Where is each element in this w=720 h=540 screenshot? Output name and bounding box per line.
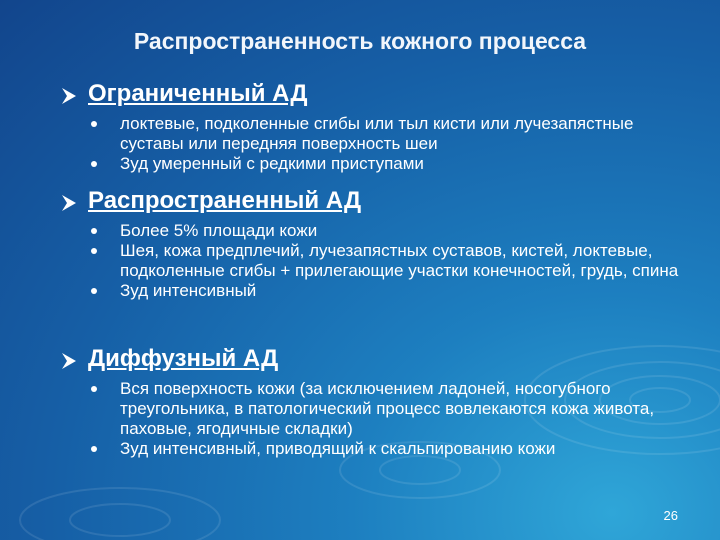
list-item-text: локтевые, подколенные сгибы или тыл кисти или лучезапястные суставы или передняя поверхность шеи <box>120 114 634 153</box>
section-heading: Ограниченный АД <box>88 80 308 107</box>
list-item <box>60 154 680 174</box>
bullet-dot-icon <box>91 446 97 452</box>
list-item <box>60 379 680 439</box>
section-limited <box>60 80 680 174</box>
section-heading: Диффузный АД <box>88 345 279 372</box>
bullet-dot-icon <box>91 386 97 392</box>
list-item <box>60 241 680 281</box>
slide-title: Распространенность кожного процесса <box>133 28 587 54</box>
list-item-text: Зуд интенсивный, приводящий к скальпированию кожи <box>120 439 556 458</box>
list-item-text: Зуд умеренный с редкими приступами <box>120 154 424 173</box>
arrowhead-icon <box>60 193 78 213</box>
bullet-dot-icon <box>91 248 97 254</box>
list-item-text: Шея, кожа предплечий, лучезапястных суставов, кистей, локтевые, подколенные сгибы + прилегающие участки конечностей, грудь, спина <box>120 241 679 280</box>
section-heading: Распространенный АД <box>88 187 362 214</box>
list-item-text: Вся поверхность кожи (за исключением ладоней, носогубного треугольника, в патологический процесс вовлекаются кожа живота, паховые, ягодичные складки) <box>120 379 655 438</box>
bullet-dot-icon <box>91 228 97 234</box>
list-item <box>60 114 680 154</box>
bullet-dot-icon <box>91 288 97 294</box>
arrowhead-icon <box>60 351 78 371</box>
list-item-text: Более 5% площади кожи <box>120 221 318 240</box>
list-item-text: Зуд интенсивный <box>120 281 257 300</box>
arrowhead-icon <box>60 86 78 106</box>
list-item <box>60 439 680 459</box>
list-item <box>60 221 680 241</box>
section-widespread <box>60 187 680 301</box>
section-diffuse <box>60 345 680 459</box>
bullet-dot-icon <box>91 121 97 127</box>
list-item <box>60 281 680 301</box>
page-number: 26 <box>663 508 678 523</box>
bullet-dot-icon <box>91 161 97 167</box>
